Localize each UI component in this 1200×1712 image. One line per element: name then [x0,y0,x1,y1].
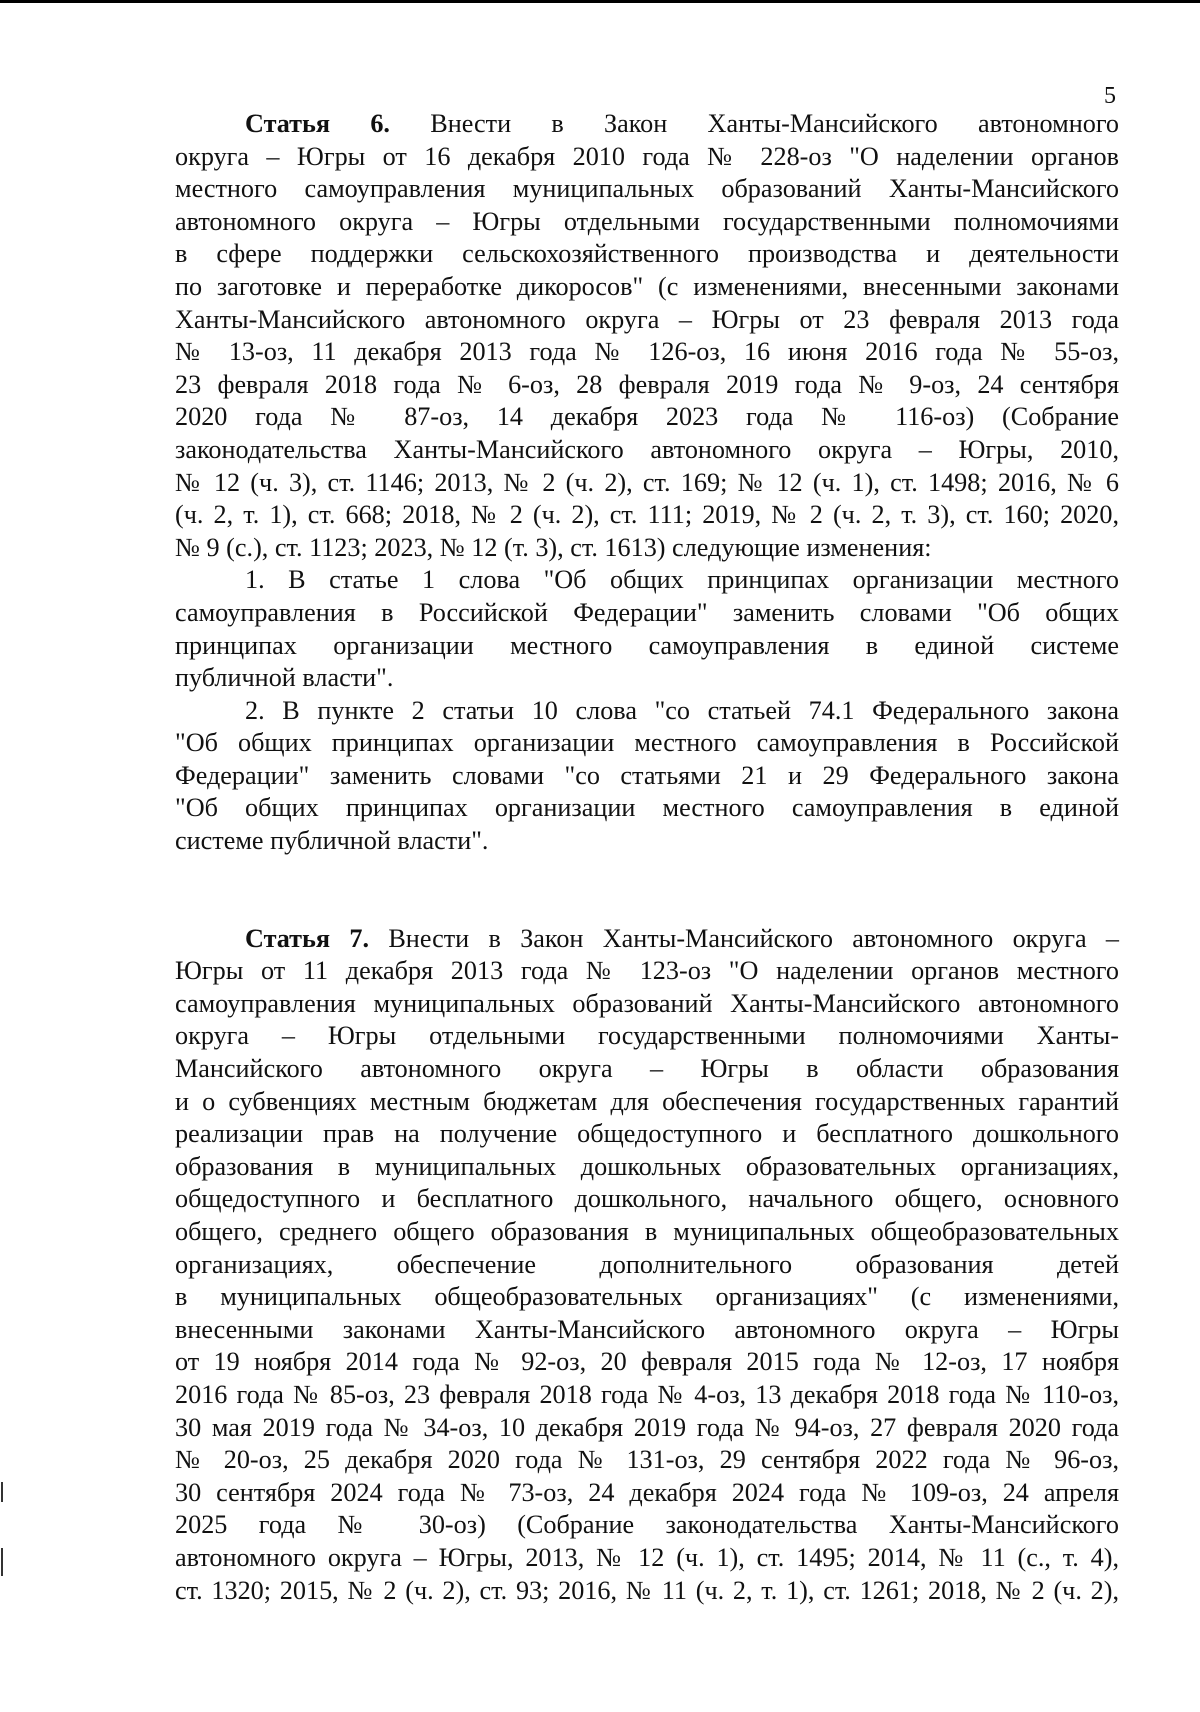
text-line: 2025 года № 30-оз) (Собрание законодательства Ханты-Мансийского [175,1510,1119,1540]
text-line: округа – Югры отдельными государственными полномочиями Ханты- [175,1021,1119,1051]
article-6-item-1 [175,564,1119,694]
text-line: № 9 (с.), ст. 1123; 2023, № 12 (т. 3), ст. 1613) следующие изменения: [175,532,932,562]
text-line: автономного округа – Югры, 2013, № 12 (ч. 1), ст. 1495; 2014, № 11 (с., т. 4), [175,1542,1119,1572]
text-line: округа – Югры от 16 декабря 2010 года № 228-оз "О наделении органов [175,141,1119,171]
text-line: 30 мая 2019 года № 34-оз, 10 декабря 2019 года № 94-оз, 27 февраля 2020 года [175,1412,1119,1442]
text-line: образования в муниципальных дошкольных образовательных организациях, [175,1151,1119,1181]
text-line: Внести в Закон Ханты-Мансийского автономного [430,109,1119,138]
text-line: реализации прав на получение общедоступного и бесплатного дошкольного [175,1119,1119,1149]
text-line: и о субвенциях местным бюджетам для обеспечения государственных гарантий [175,1086,1119,1116]
text-line: местного самоуправления муниципальных образований Ханты-Мансийского [175,174,1119,204]
text-line: № 13-оз, 11 декабря 2013 года № 126-оз, 16 июня 2016 года № 55-оз, [175,337,1119,367]
text-line: 2016 года № 85-оз, 23 февраля 2018 года № 4-оз, 13 декабря 2018 года № 110-оз, [175,1379,1119,1409]
text-line: 30 сентября 2024 года № 73-оз, 24 декабря 2024 года № 109-оз, 24 апреля [175,1477,1119,1507]
text-line: Ханты-Мансийского автономного округа – Югры от 23 февраля 2013 года [175,304,1119,334]
text-line: от 19 ноября 2014 года № 92-оз, 20 февраля 2015 года № 12-оз, 17 ноября [175,1347,1119,1377]
text-line: (ч. 2, т. 1), ст. 668; 2018, № 2 (ч. 2), ст. 111; 2019, № 2 (ч. 2, т. 3), ст. 160; 2020, [175,500,1119,530]
text-line: публичной власти". [175,663,394,693]
text-line: автономного округа – Югры отдельными государственными полномочиями [175,206,1119,236]
article-6-item-2 [175,695,1119,858]
paragraph-gap [175,858,1119,923]
scan-edge-mark [1,1482,3,1502]
text-line: Мансийского автономного округа – Югры в области образования [175,1054,1119,1084]
text-line: внесенными законами Ханты-Мансийского автономного округа – Югры [175,1314,1119,1344]
scan-edge-mark [1,1548,3,1576]
article-7 [175,923,1119,1607]
text-line: "Об общих принципах организации местного самоуправления в единой [175,793,1119,823]
text-line: 23 февраля 2018 года № 6-оз, 28 февраля 2019 года № 9-оз, 24 сентября [175,369,1119,399]
text-line: 2. В пункте 2 статьи 10 слова "со статьей 74.1 Федерального закона [245,695,1119,725]
article-6-first-line [175,108,1119,141]
article-6 [175,108,1119,564]
text-line: "Об общих принципах организации местного самоуправления в Российской [175,728,1119,758]
text-line: общедоступного и бесплатного дошкольного, начального общего, основного [175,1184,1119,1214]
text-line: ст. 1320; 2015, № 2 (ч. 2), ст. 93; 2016, № 11 (ч. 2, т. 1), ст. 1261; 2018, № 2 (ч. 2), [175,1575,1119,1605]
text-line: Федерации" заменить словами "со статьями 21 и 29 Федерального закона [175,760,1119,790]
text-line: Югры от 11 декабря 2013 года № 123-оз "О наделении органов местного [175,956,1119,986]
text-line: принципах организации местного самоуправления в единой системе [175,630,1119,660]
text-line: Внести в Закон Ханты-Мансийского автономного округа – [388,923,1120,953]
page-number: 5 [1104,83,1116,109]
text-line: общего, среднего общего образования в муниципальных общеобразовательных [175,1217,1119,1246]
text-line: по заготовке и переработке дикоросов" (с изменениями, внесенными законами [175,271,1119,301]
text-line: системе публичной власти". [175,826,489,856]
text-line: организациях, обеспечение дополнительного образования детей [175,1249,1119,1279]
text-line: 1. В статье 1 слова "Об общих принципах организации местного [245,565,1119,595]
document-body [175,108,1119,1607]
text-line: самоуправления в Российской Федерации" заменить словами "Об общих [175,597,1119,627]
text-line: самоуправления муниципальных образований Ханты-Мансийского автономного [175,988,1119,1018]
article-7-heading: Статья 7. [245,923,370,953]
text-line: законодательства Ханты-Мансийского автономного округа – Югры, 2010, [175,434,1119,464]
text-line: в муниципальных общеобразовательных организациях" (с изменениями, [175,1282,1119,1312]
scan-top-edge [0,0,1200,3]
article-7-first-line [175,923,1119,956]
text-line: № 20-оз, 25 декабря 2020 года № 131-оз, 29 сентября 2022 года № 96-оз, [175,1445,1119,1475]
text-line: № 12 (ч. 3), ст. 1146; 2013, № 2 (ч. 2), ст. 169; № 12 (ч. 1), ст. 1498; 2016, № 6 [175,467,1119,497]
text-line: в сфере поддержки сельскохозяйственного производства и деятельности [175,239,1119,269]
text-line: 2020 года № 87-оз, 14 декабря 2023 года № 116-оз) (Собрание [175,402,1119,432]
article-6-heading: Статья 6. [245,109,390,138]
